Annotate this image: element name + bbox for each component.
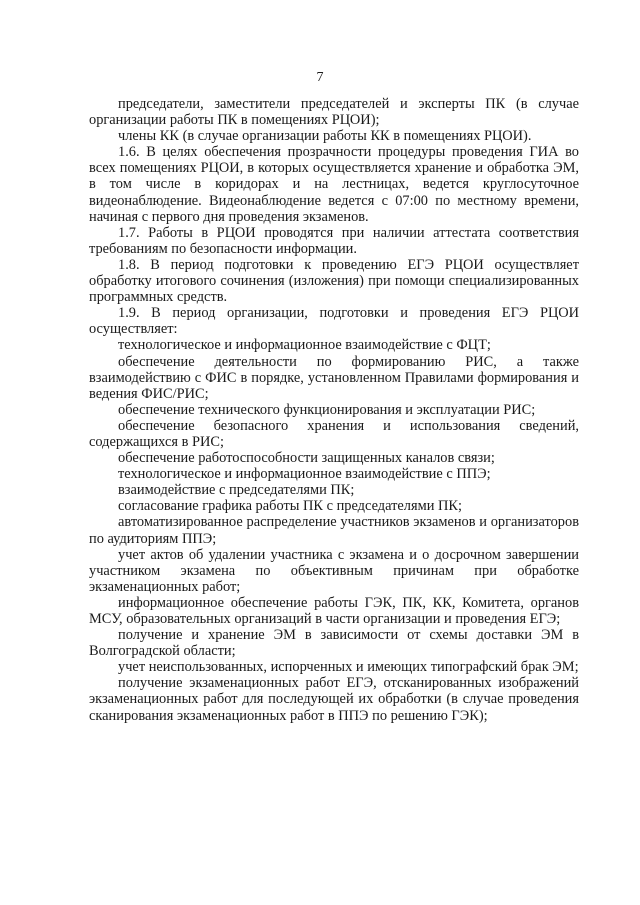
list-item: получение экзаменационных работ ЕГЭ, отсканированных изображений экзаменационных работ для последующей их обработки (в случае проведения сканирования экзаменационных работ в ППЭ по решению ГЭК); (89, 675, 579, 724)
list-item: учет неиспользованных, испорченных и имеющих типографский брак ЭМ; (118, 659, 579, 676)
list-item: учет актов об удалении участника с экзамена и о досрочном завершении участником экзамена по объективным причинам при обработке экзаменационных работ; (89, 546, 579, 595)
list-item: обеспечение технического функционирования и эксплуатации РИС; (118, 401, 536, 418)
list-item: информационное обеспечение работы ГЭК, ПК, КК, Комитета, органов МСУ, образовательных организаций в части организации и проведения ЕГЭ; (89, 594, 579, 627)
paragraph-1-8: 1.8. В период подготовки к проведению ЕГЭ РЦОИ осуществляет обработку итогового сочинения (изложения) при помощи специализированных программных средств. (89, 256, 579, 306)
list-item: взаимодействие с председателями ПК; (118, 482, 355, 499)
paragraph-1-9: 1.9. В период организации, подготовки и проведения ЕГЭ РЦОИ осуществляет: (89, 305, 579, 338)
paragraph: члены КК (в случае организации работы КК в помещениях РЦОИ). (118, 128, 532, 145)
list-item: технологическое и информационное взаимодействие с ППЭ; (118, 466, 491, 483)
paragraph: председатели, заместители председателей и эксперты ПК (в случае организации работы ПК в помещениях РЦОИ); (89, 96, 579, 129)
page-number: 7 (316, 70, 324, 85)
list-item: обеспечение работоспособности защищенных каналов связи; (118, 450, 495, 467)
document-body (89, 96, 579, 724)
paragraph-1-6: 1.6. В целях обеспечения прозрачности процедуры проведения ГИА во всех помещениях РЦОИ, в которых осуществляется хранение и обработка ЭМ, в том числе в коридорах и на лестницах, ведется круглосуточное видеонаблюдение. Видеонаблюдение ведется с 07:00 по местному времени, начиная с первого дня проведения экзаменов. (89, 144, 579, 225)
list-item: обеспечение деятельности по формированию РИС, а также взаимодействию с ФИС в порядке, установленном Правилами формирования и ведения ФИС/РИС; (89, 353, 579, 402)
list-item: технологическое и информационное взаимодействие с ФЦТ; (118, 337, 491, 354)
list-item: получение и хранение ЭМ в зависимости от схемы доставки ЭМ в Волгоградской области; (89, 627, 579, 660)
list-item: автоматизированное распределение участников экзаменов и организаторов по аудиториям ППЭ; (89, 514, 579, 547)
list-item: согласование графика работы ПК с председателями ПК; (118, 498, 462, 515)
paragraph-1-7: 1.7. Работы в РЦОИ проводятся при наличии аттестата соответствия требованиям по безопасности информации. (89, 224, 579, 257)
list-item: обеспечение безопасного хранения и использования сведений, содержащихся в РИС; (89, 417, 579, 450)
